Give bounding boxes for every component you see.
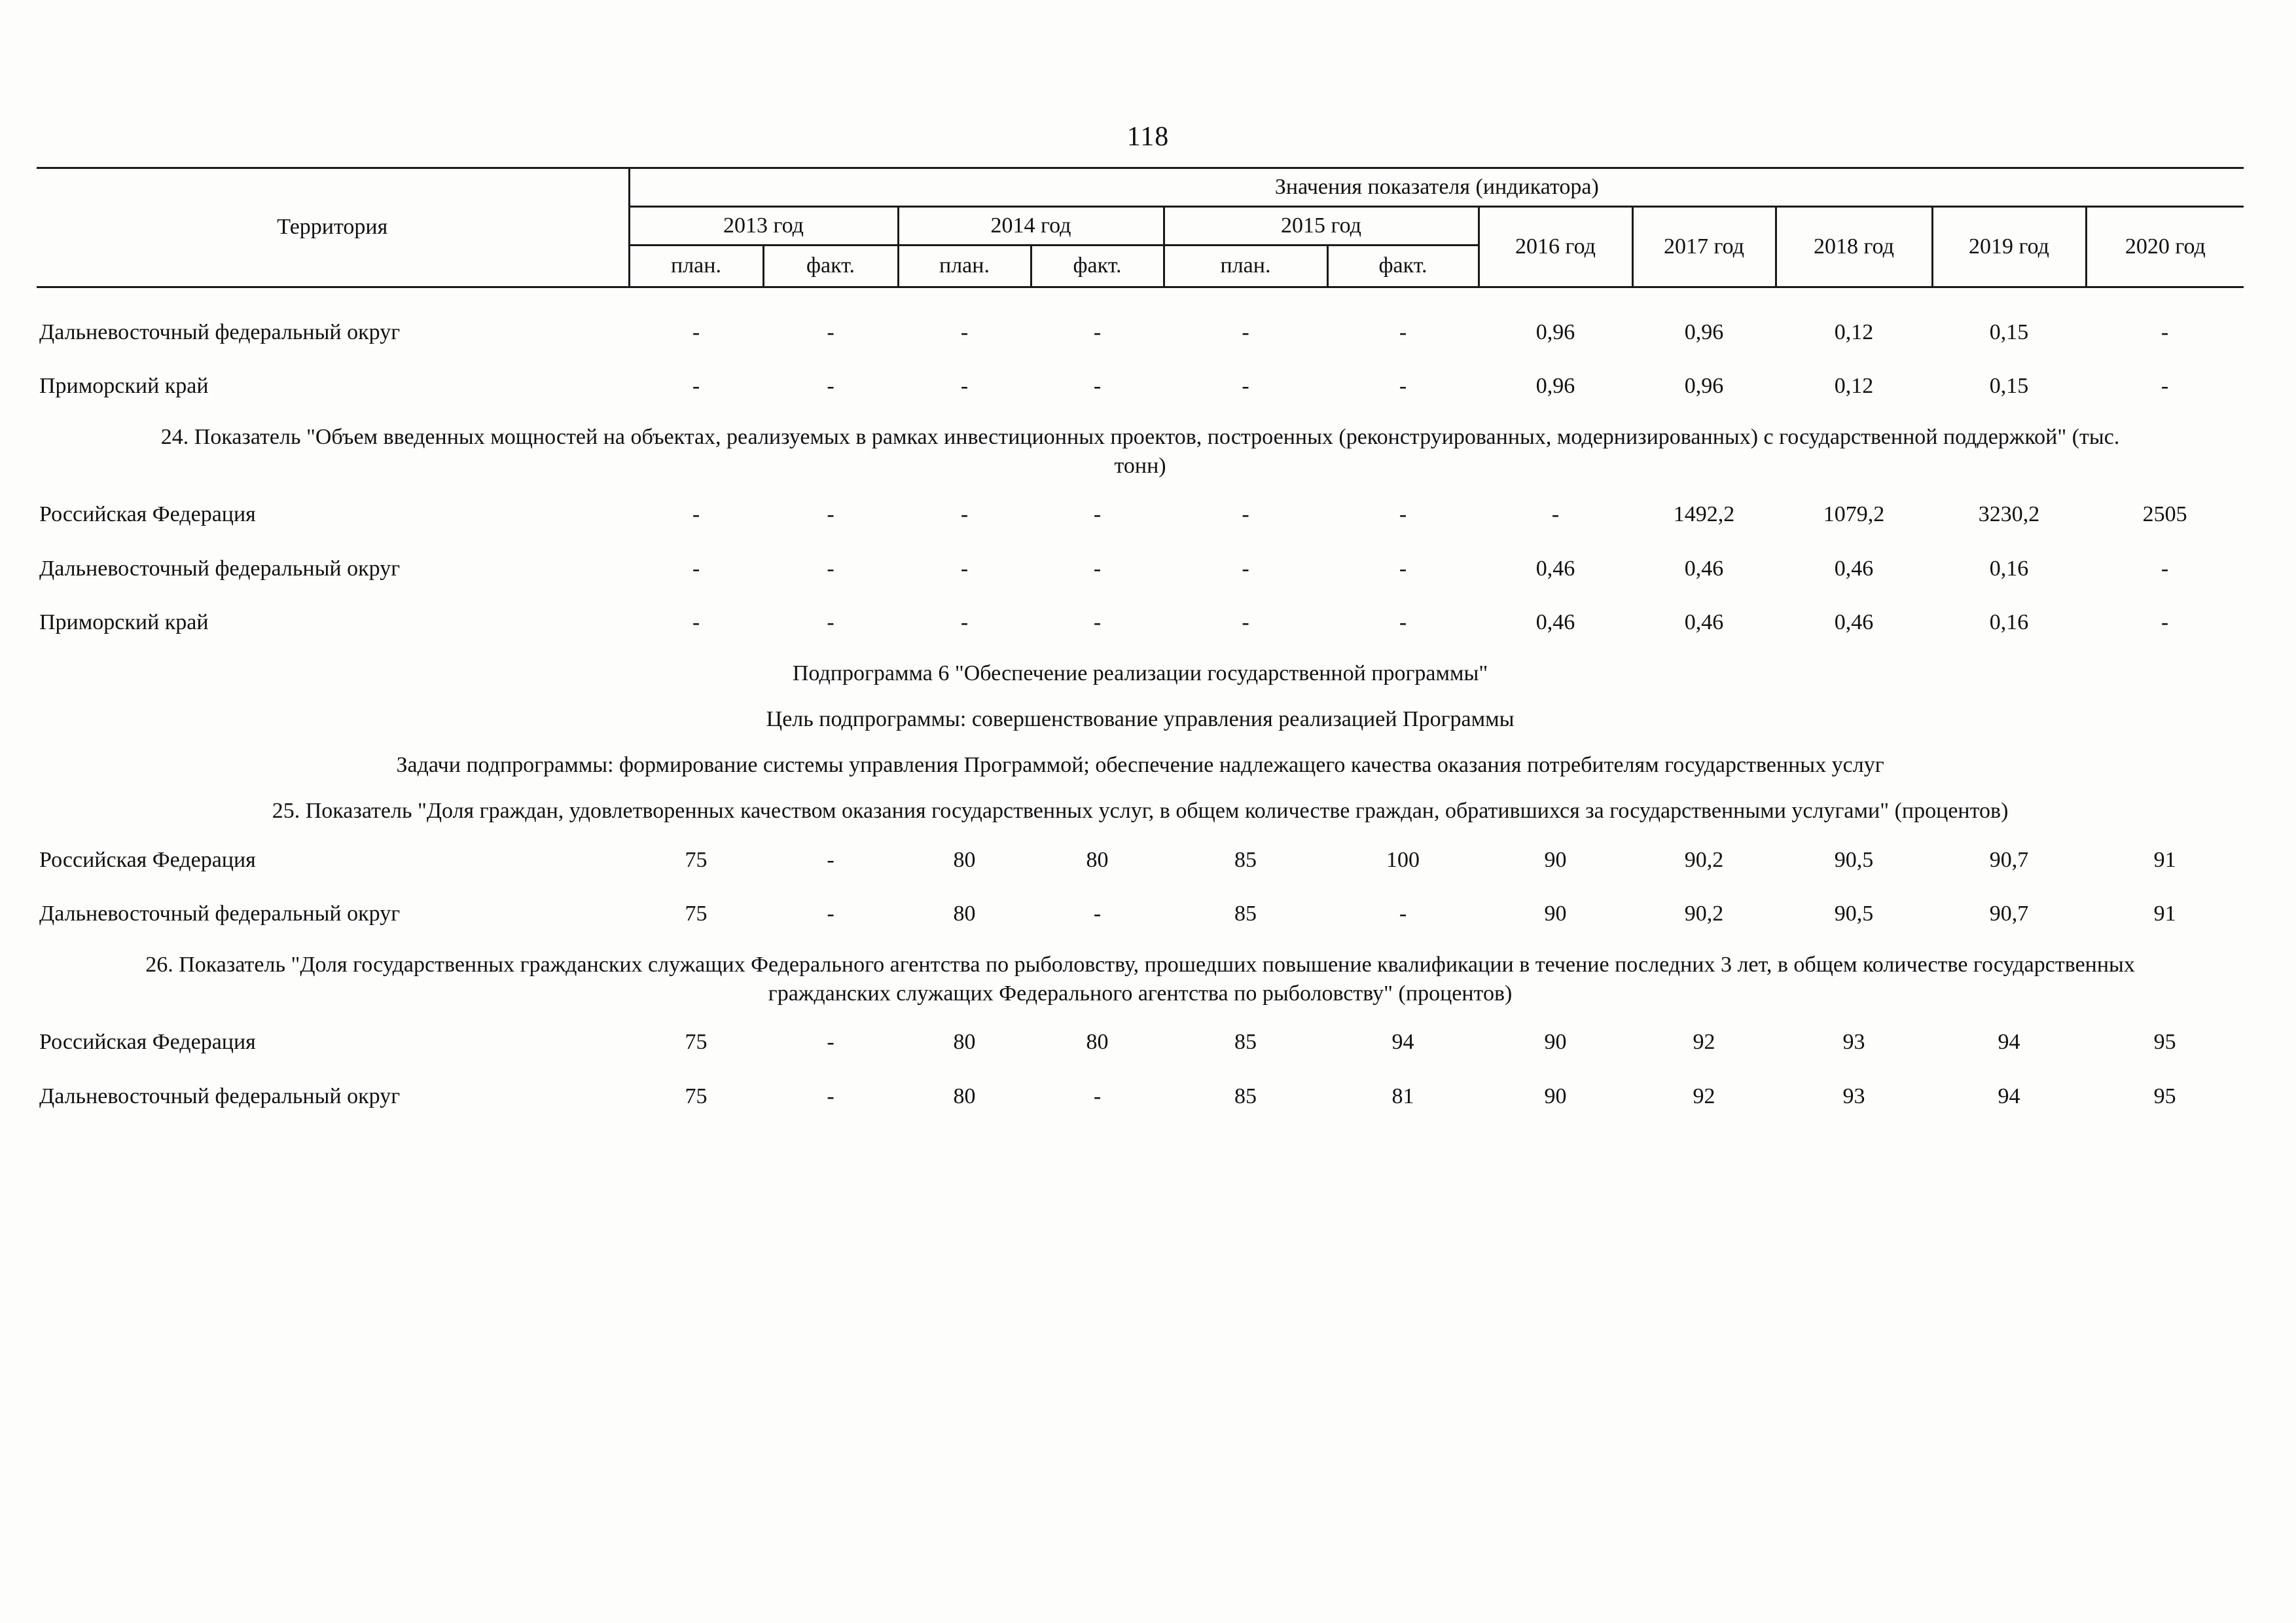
territory-cell: Приморский край (39, 373, 209, 398)
value-cell: 0,15 (1989, 319, 2029, 344)
value-cell: 85 (1234, 1030, 1257, 1055)
value-cell: - (827, 319, 834, 344)
value-cell: 0,46 (1684, 610, 1724, 634)
section-heading-25: 25. Показатель "Доля граждан, удовлетворенных качеством оказания государственных услуг, в общем количестве граждан, обратившихся за государственными услугами" (процентов) (272, 799, 2009, 824)
table-header (37, 168, 2244, 287)
section-heading-24: 24. Показатель "Объем введенных мощностей на объектах, реализуемых в рамках инвестиционных проектов, построенных (реконструированных, модернизированных) с государственной поддержкой" (тыс. тонн) (160, 424, 2120, 479)
value-cell: 94 (1391, 1030, 1414, 1055)
value-cell: 92 (1693, 1084, 1715, 1108)
table-row (37, 287, 2244, 359)
value-cell: - (1093, 502, 1102, 527)
value-cell: - (827, 502, 834, 527)
value-cell: - (1399, 502, 1407, 527)
section-heading-row (37, 740, 2244, 786)
value-cell: 75 (685, 1084, 708, 1108)
value-cell: 85 (1234, 847, 1257, 872)
value-cell: - (1399, 319, 1407, 344)
indicator-table (37, 167, 2244, 1123)
value-cell: - (960, 556, 969, 581)
value-cell: 80 (953, 1084, 976, 1108)
table-row (37, 1069, 2244, 1123)
value-cell: 90,2 (1684, 847, 1724, 872)
value-cell: - (827, 556, 834, 581)
value-cell: - (960, 502, 969, 527)
value-cell: 80 (953, 847, 976, 872)
value-cell: 0,16 (1989, 556, 2029, 581)
value-cell: 0,46 (1684, 556, 1724, 581)
territory-cell: Дальневосточный федеральный округ (39, 901, 401, 926)
value-cell: 75 (685, 847, 708, 872)
value-cell: - (827, 847, 834, 872)
table-row (37, 359, 2244, 412)
territory-cell: Российская Федерация (39, 502, 256, 527)
value-cell: 0,96 (1684, 373, 1724, 398)
value-cell: 0,96 (1535, 319, 1575, 344)
value-cell: - (692, 502, 700, 527)
value-cell: 1079,2 (1823, 502, 1885, 527)
value-cell: - (1242, 502, 1249, 527)
year-2014-header: 2014 год (898, 207, 1164, 246)
table-body (37, 287, 2244, 1123)
value-cell: - (1242, 319, 1249, 344)
value-cell: - (1093, 556, 1102, 581)
value-cell: - (2161, 610, 2169, 634)
value-cell: - (1093, 373, 1102, 398)
value-cell: 1492,2 (1673, 502, 1735, 527)
value-cell: 80 (1086, 1030, 1109, 1055)
value-cell: 94 (1998, 1030, 2020, 1055)
subprogram-heading: Подпрограмма 6 "Обеспечение реализации государственной программы" (792, 661, 1488, 685)
value-cell: 95 (2153, 1030, 2176, 1055)
table-row (37, 487, 2244, 541)
value-cell: - (1242, 556, 1249, 581)
value-cell: - (1242, 373, 1249, 398)
value-cell: 0,46 (1834, 610, 1874, 634)
value-cell: 3230,2 (1978, 502, 2040, 527)
value-cell: 92 (1693, 1030, 1715, 1055)
year-2016-header: 2016 год (1479, 207, 1632, 287)
section-heading-row (37, 940, 2244, 1015)
value-cell: - (1399, 373, 1407, 398)
value-cell: 93 (1842, 1030, 1865, 1055)
values-header: Значения показателя (индикатора) (629, 168, 2244, 207)
value-cell: - (827, 1030, 834, 1055)
value-cell: 0,12 (1834, 319, 1874, 344)
value-cell: 94 (1998, 1084, 2020, 1108)
value-cell: 0,15 (1989, 373, 2029, 398)
value-cell: 2505 (2142, 502, 2187, 527)
page-number: 118 (1126, 122, 1170, 152)
value-cell: - (1093, 901, 1102, 926)
value-cell: 0,46 (1834, 556, 1874, 581)
value-cell: - (827, 901, 834, 926)
value-cell: 90,5 (1834, 847, 1874, 872)
fact-2013-header: факт. (763, 246, 898, 287)
table-row (37, 595, 2244, 649)
section-heading-row (37, 695, 2244, 740)
value-cell: - (692, 610, 700, 634)
value-cell: - (827, 373, 834, 398)
section-heading-row (37, 412, 2244, 487)
territory-cell: Дальневосточный федеральный округ (39, 556, 401, 581)
territory-cell: Дальневосточный федеральный округ (39, 1084, 401, 1108)
value-cell: - (1399, 556, 1407, 581)
header-row-1 (37, 168, 2244, 207)
value-cell: 91 (2153, 847, 2176, 872)
value-cell: 80 (1086, 847, 1109, 872)
subprogram-tasks: Задачи подпрограммы: формирование системы управления Программой; обеспечение надлежащего качества оказания потребителям государственных услуг (396, 753, 1884, 778)
year-2013-header: 2013 год (629, 207, 898, 246)
value-cell: 0,96 (1684, 319, 1724, 344)
table-row (37, 1015, 2244, 1068)
section-heading-26: 26. Показатель "Доля государственных гражданских служащих Федерального агентства по рыболовству, прошедших повышение квалификации в течение последних 3 лет, в общем количестве государственных гражданских служащих Федерального агентства по рыболовству" (процентов) (145, 953, 2135, 1006)
value-cell: - (827, 1084, 834, 1108)
year-2019-header: 2019 год (1932, 207, 2086, 287)
year-2020-header: 2020 год (2086, 207, 2244, 287)
plan-2013-header: план. (629, 246, 763, 287)
value-cell: 0,96 (1535, 373, 1575, 398)
value-cell: 0,16 (1989, 610, 2029, 634)
value-cell: - (692, 319, 700, 344)
fact-2014-header: факт. (1031, 246, 1164, 287)
value-cell: 75 (685, 901, 708, 926)
territory-cell: Дальневосточный федеральный округ (39, 319, 401, 344)
value-cell: 85 (1234, 901, 1257, 926)
value-cell: 90,7 (1989, 901, 2029, 926)
plan-2014-header: план. (898, 246, 1031, 287)
value-cell: 90,7 (1989, 847, 2029, 872)
value-cell: - (960, 610, 969, 634)
value-cell: - (1242, 610, 1249, 634)
value-cell: 81 (1391, 1084, 1414, 1108)
value-cell: 75 (685, 1030, 708, 1055)
table-row (37, 541, 2244, 595)
value-cell: - (2161, 556, 2169, 581)
territory-cell: Приморский край (39, 610, 209, 634)
value-cell: 0,12 (1834, 373, 1874, 398)
value-cell: - (1093, 1084, 1102, 1108)
value-cell: 90 (1544, 1084, 1567, 1108)
value-cell: 93 (1842, 1084, 1865, 1108)
year-2018-header: 2018 год (1776, 207, 1932, 287)
table-row (37, 886, 2244, 940)
fact-2015-header: факт. (1327, 246, 1479, 287)
territory-header: Территория (37, 168, 629, 287)
value-cell: 95 (2153, 1084, 2176, 1108)
value-cell: 90 (1544, 901, 1567, 926)
value-cell: - (1093, 610, 1102, 634)
section-heading-row (37, 649, 2244, 695)
value-cell: 90 (1544, 1030, 1567, 1055)
value-cell: 85 (1234, 1084, 1257, 1108)
value-cell: - (1093, 319, 1102, 344)
value-cell: - (2161, 319, 2169, 344)
value-cell: - (1399, 610, 1407, 634)
value-cell: - (692, 556, 700, 581)
territory-cell: Российская Федерация (39, 1030, 256, 1055)
value-cell: 80 (953, 901, 976, 926)
value-cell: 91 (2153, 901, 2176, 926)
year-2015-header: 2015 год (1164, 207, 1479, 246)
value-cell: 80 (953, 1030, 976, 1055)
value-cell: - (692, 373, 700, 398)
value-cell: 90,5 (1834, 901, 1874, 926)
subprogram-goal: Цель подпрограммы: совершенствование управления реализацией Программы (766, 707, 1515, 732)
value-cell: - (1551, 502, 1560, 527)
value-cell: - (1399, 901, 1407, 926)
year-2017-header: 2017 год (1632, 207, 1776, 287)
value-cell: - (960, 373, 969, 398)
value-cell: - (2161, 373, 2169, 398)
value-cell: - (827, 610, 834, 634)
value-cell: 100 (1386, 847, 1420, 872)
table-row (37, 833, 2244, 886)
value-cell: 0,46 (1535, 556, 1575, 581)
value-cell: 0,46 (1535, 610, 1575, 634)
value-cell: - (960, 319, 969, 344)
section-heading-row (37, 786, 2244, 832)
value-cell: 90,2 (1684, 901, 1724, 926)
value-cell: 90 (1544, 847, 1567, 872)
plan-2015-header: план. (1164, 246, 1327, 287)
territory-cell: Российская Федерация (39, 847, 256, 872)
